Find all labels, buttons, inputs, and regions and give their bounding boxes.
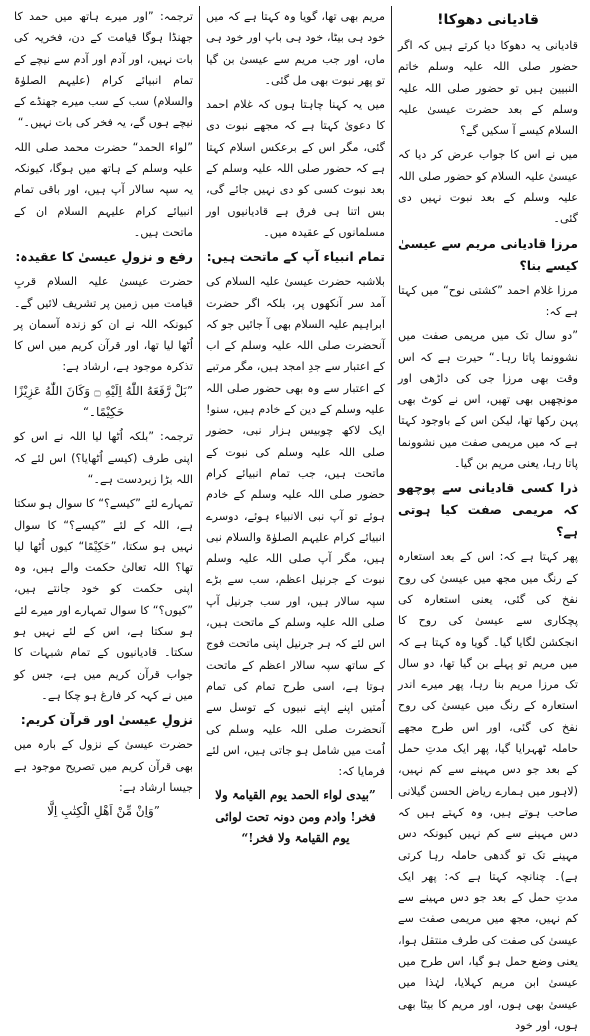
section-heading: نزولِ عیسیٰ اور قرآن کریم:: [20, 712, 193, 728]
paragraph: ترجمہ: ”بلکہ اُٹھا لیا اللہ نے اس کو اپنی طرف (کیسے اُٹھایا؟) اس لئے کہ اللہ بڑا زبردست ہے۔“: [14, 430, 193, 486]
paragraph: تمہارے لئے ”کیسے؟“ کا سوال ہو سکتا ہے، اللہ کے لئے ”کیسے؟“ کا سوال نہیں ہو سکتا، ”حَكِيْمًا“ کیوں اُٹھا لیا تھا؟ اللہ تعالیٰ حکمت والے ہیں، وہ اپنی حکمت کو خود جانتے ہیں، ”کیوں؟“ کا سوال تمہارے اور میرے لئے ہو سکتا ہے، اس کے لئے نہیں ہو سکتا۔ قادیانیوں کے تمام شبہات کا جواب قرآن کریم میں ہے، جس کو میں نے کہہ کر فارغ ہو چکا ہے۔: [14, 497, 193, 702]
paragraph: حضرت عیسیٰ کے نزول کے بارہ میں بھی قرآن کریم میں تصریح موجود ہے جیسا ارشاد ہے:: [14, 738, 193, 794]
paragraph: مرزا غلام احمد ”کشتی نوح“ میں کہتا ہے کہ:: [398, 283, 578, 318]
paragraph: مریم بھی تھا، گویا وہ کہتا ہے کہ میں خود ہی بیٹا، خود ہی باپ اور خود ہی ماں، اور جب مریم سے عیسیٰ بن گیا تو پھر نبوت بھی مل گئی۔: [206, 10, 385, 87]
section-heading: مرزا قادیانی مریم سے عیسیٰ کیسے بنا؟: [398, 235, 578, 273]
section-heading: ذرا کسی قادیانی سے پوچھو کہ مریمی صفت کیا ہوتی ہے؟: [398, 480, 578, 540]
middle-column: [200, 6, 392, 845]
right-column: [392, 6, 584, 1032]
section-heading: تمام انبیاء آپ کے ماتحت ہیں:: [206, 249, 385, 265]
paragraph: قادیانی یہ دھوکا دیا کرتے ہیں کہ اگر حضور صلی اللہ علیہ وسلم خاتم النبیین ہیں تو حضور صلی اللہ علیہ وسلم کے بعد حضرت عیسیٰ علیہ السلام کیسے آ سکیں گے؟: [398, 39, 578, 138]
arabic-quote: ”وَاِنْ مِّنْ اَهْلِ الْكِتٰبِ اِلَّا: [47, 804, 160, 819]
section-heading: قادیانی دھوکا!: [437, 12, 539, 28]
section-heading: رفع و نزولِ عیسیٰ کا عقیدہ:: [15, 249, 193, 265]
paragraph: میں نے اس کا جواب عرض کر دیا کہ عیسیٰ علیہ السلام کو حضور صلی اللہ علیہ وسلم کے بعد نبوت نہیں دی گئی۔: [398, 148, 578, 226]
paragraph: میں یہ کہنا چاہتا ہوں کہ غلام احمد کا دعویٰ کہتا ہے کہ مجھے نبوت دی گئی، مگر اس کے برعکس اسلام کہتا ہے کہ حضور صلی اللہ علیہ وسلم کے بعد نبوت کسی کو دی نہیں جائے گی، بس اتنا ہی فرق ہے قادیانیوں اور مسلمانوں کے عقیدہ میں۔: [206, 98, 385, 239]
left-column: [8, 6, 200, 819]
paragraph: ترجمہ: ”اور میرے ہاتھ میں حمد کا جھنڈا ہوگا قیامت کے دن، فخریہ کی بات نہیں، اور آدم اور آدم سے نیچے کے تمام انبیائے کرام (علیہم الصلوٰۃ والسلام) سب کے سب میرے جھنڈے کے نیچے ہوں گے، یہ فخر کی بات نہیں۔“: [14, 10, 193, 130]
paragraph: بلاشبہ حضرت عیسیٰ علیہ السلام کی آمد سر آنکھوں پر، بلکہ اگر حضرت ابراہیم علیہ السلام بھی آ جائیں جو کہ آنحضرت صلی اللہ علیہ وسلم کے اب کے اعتبار سے جدِ امجد ہیں، مگر مرتبے کے اعتبار سے وہ بھی حضور صلی اللہ علیہ وسلم کے دین کے خادم ہیں، سنو! ایک لاکھ چوبیس ہزار نبی، حضور صلی اللہ علیہ وسلم کی نبوت کے ماتحت ہیں، جب تمام انبیائے کرام حضور صلی اللہ علیہ وسلم کے خادم ہوئے تو آپ نبی الانبیاء ہوئے، دوسرے انبیائے کرام علیہم الصلوٰۃ والسلام نبی ہیں، مگر آپ صلی اللہ علیہ وسلم نبوت کے جرنیل اعظم، سب سے بڑے سپہ سالار ہیں، اور سب جرنیل آپ صلی اللہ علیہ وسلم کے ماتحت ہیں، اس لئے کہ ہر جرنیل اپنی ماتحت فوج کے ساتھ سپہ سالار اعظم کے ماتحت ہوتا ہے، اسی طرح تمام کی تمام اُمتیں اپنے اپنے نبیوں کے توسل سے آنحضرت صلی اللہ علیہ وسلم کی اُمت میں شامل ہو جاتی ہیں، اس لئے فرمایا کہ:: [206, 275, 385, 779]
paragraph: حضرت عیسیٰ علیہ السلام قربِ قیامت میں زمین پر تشریف لائیں گے۔ کیونکہ اللہ نے ان کو زندہ آسمان پر اُٹھا لیا تھا، اور قرآن کریم میں اس کا تذکرہ موجود ہے، ارشاد ہے:: [14, 275, 193, 374]
paragraph: ”لواء الحمد“ حضرت محمد صلی اللہ علیہ وسلم کے ہاتھ میں ہوگا، کیونکہ یہ سپہ سالار آپ ہیں، اور باقی تمام انبیائے کرام علیہم السلام ان کے ماتحت ہیں۔: [14, 140, 193, 239]
arabic-quote: ”بیدی لواء الحمد یوم القیامۃ ولا فخر! وادم ومن دونہ تحت لوائی یوم القیامۃ ولا فخر!“: [215, 788, 376, 845]
paragraph: پھر کہتا ہے کہ: اس کے بعد استعارہ کے رنگ میں مجھ میں عیسیٰ کی روح نفخ کی گئی، یعنی استعارہ کی پچکاری سے عیسیٰ کی روح کا انجکشن لگایا گیا۔ گویا وہ کہتا ہے کہ میں مریم تو پہلے بن گیا تھا، دو سال تک مرزا مریم بنا رہا، پھر میرے اندر استعارہ کے رنگ میں عیسیٰ کی روح نفخ کی گئی، اور اس طرح مجھے حاملہ ٹھہرایا گیا، پھر ایک مدتِ حمل کے بعد جو دس مہینے سے کم نہیں، (لاہور میں ہمارے ریاض الحسن گیلانی صاحب ہوتے ہیں، وہ کہتے ہیں کہ دس مہینے سے کم نہیں کیونکہ دس مہینے تک تو گدھی حاملہ رہا کرتی ہے)۔ چنانچہ کہتا ہے کہ: پھر ایک مدتِ حمل کے بعد جو دس مہینے سے کم نہیں، مجھ میں مریمی صفت سے عیسیٰ کی صفت کی طرف منتقل ہوا، یعنی وضع حمل ہو گیا، اس طرح میں عیسیٰ ابن مریم کہلایا، لہٰذا میں عیسیٰ بھی ہوں، اور مریم کا بیٹا بھی ہوں، اور خود: [398, 550, 578, 1032]
arabic-quote: ”بَلْ رَّفَعَهُ اللّٰهُ اِلَيْهِ ۝ وَكَانَ اللّٰهُ عَزِيْزًا حَكِيْمًا۔“: [14, 383, 193, 420]
paragraph: ”دو سال تک میں مریمی صفت میں نشوونما پاتا رہا۔“ حیرت ہے کہ اس وقت بھی مرزا جی کی داڑھی اور مونچھیں بھی تھیں، اس نے کوٹ بھی پہن رکھا تھا، لیکن اس کے باوجود کہتا ہے کہ میں مریمی صفت میں نشوونما پاتا رہا، یعنی مریم بن گیا۔: [398, 329, 578, 471]
